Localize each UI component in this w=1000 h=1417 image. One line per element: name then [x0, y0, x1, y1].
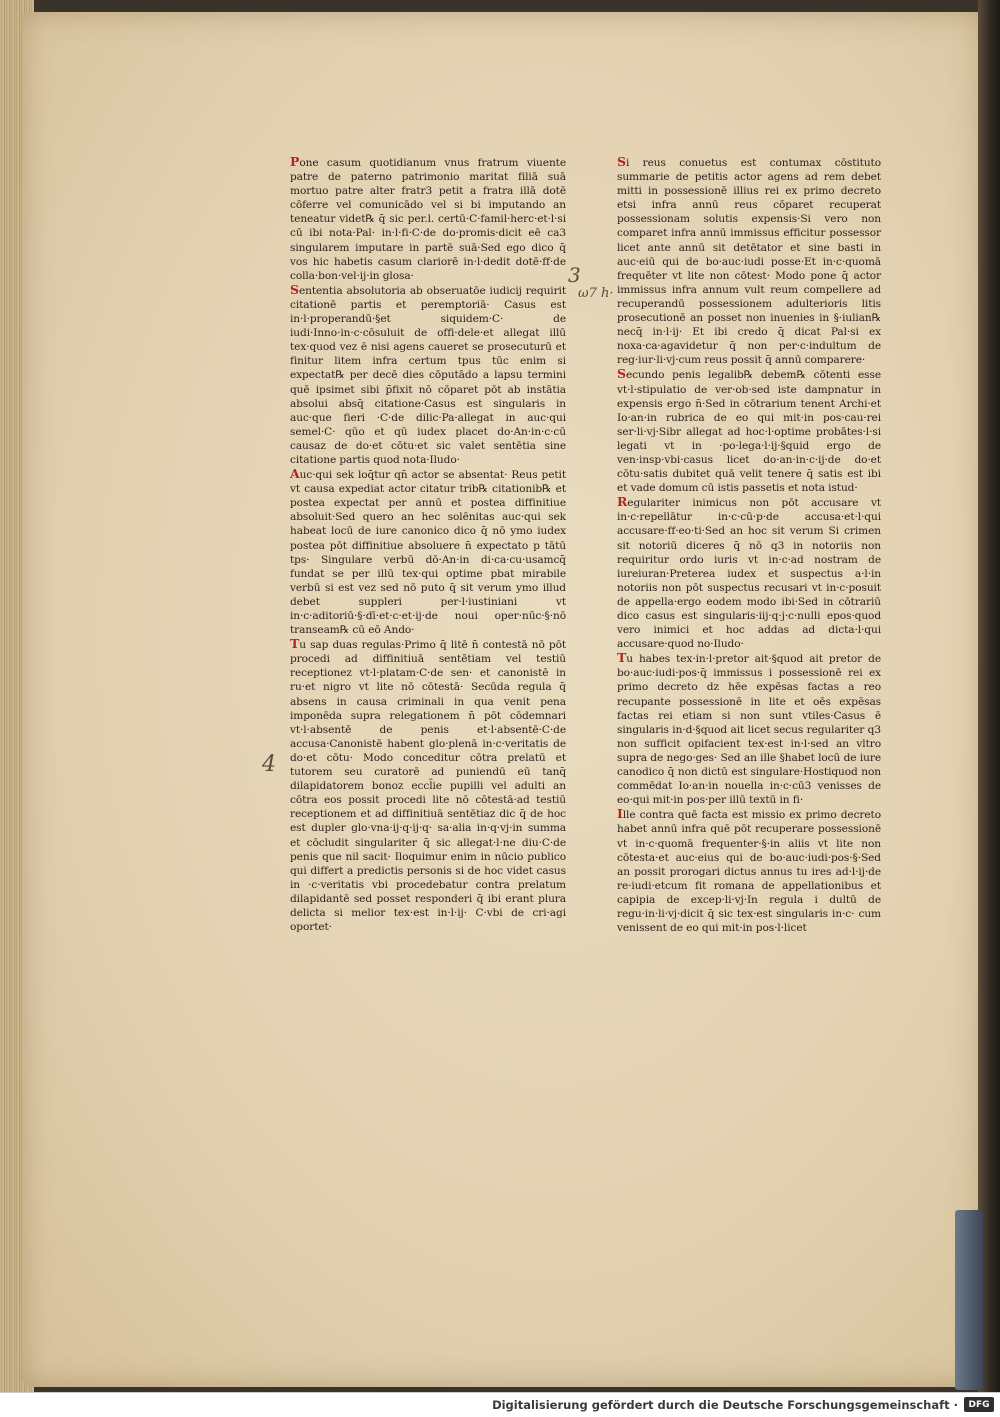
paragraph: Secundo penis legalib℞ debem℞ cōtenti esse vt·l·stipulatio de ver·ob·sed iste dampnatur in expensis ergo n̄·Sed in cōtrarium tenent Archi·et Io·an·in rubrica de eo qui mit·in pos·cau·rei ser·li·vj·Sibr allegat ad hoc·l·optime probātes·l·si legati vt in ·po·lega·l·ij·§quid ergo de ven·insp·vbi·casus licet do·an·in·c·ij·de do·et cōtu·satis dubitet quā velit tenere q̄ satis est ibi et vade domum cū istis passetis et nota istud· [617, 366, 881, 495]
page-clip [955, 1210, 983, 1390]
dfg-logo: DFG [964, 1397, 994, 1412]
paragraph: Ille contra quē facta est missio ex primo decreto habet annū infra quē pōt recuperare possessionē vt in·c·quomā frequenter·§·in aliis vt lite non cōtesta·et auc·eius qui de bo·auc·iudi·pos·§·Sed an possit prorogari dictus annus tu ires ad·l·ij·de re·iudi·etcum fit romana de appellationibus et capipia de excep·li·vj·In regula i dultū de regu·in·li·vj·dicit q̄ sic tex·est singularis in·c· cum venissent de eo qui mit·in pos·l·licet [617, 806, 881, 935]
paragraph: Si reus conuetus est contumax cōstituto summarie de petitis actor agens ad rem debet mitti in possessionē illius rei ex primo decreto etsi infra annū reus cōparet recuperat possessionam solutis expensis·Si vero non comparet infra annū immissus efficitur possessor licet ante annū sit detētator et sine basti in auc·eiū qui de bo·auc·iudi posse·Et in·c·quomā frequēter vt lite non cōtest· Modo pone q̄ actor immissus infra annum vult reum compellere ad recuperandū possessionem adulterioris litis prosecutionē an posset non inuenies in §·iulian℞ necq̄ in·l·ij· Et ibi credo q̄ dicat Pal·si ex noxa·ca·agavidetur q̄ non per·c·indultum de reg·iur·li·vj·cum reus possit q̄ annū comparere· [617, 154, 881, 367]
paragraph: Regulariter inimicus non pōt accusare vt in·c·repellātur in·c·cū·p·de accusa·et·l·qui accusare·ff·eo·ti·Sed an hoc sit verum Si crimen sit notoriū diceres q̄ nō q3 in notoriis non requiritur ordo iuris vt in·c·ad nostram de iureiuran·Preterea iudex et suspectus a·l·in notoriis non pōt suspectus recusari vt in·c·posuit de appella·ergo eodem modo ibi·Sed in cōtrariū dico casus est singularis·iij·q·j·c·nulli epos·quod vero inimici et hoc addas ad dicta·l·qui accusare·quod no·Iludo· [617, 494, 881, 651]
paragraph: Tu habes tex·in·l·pretor ait·§quod ait pretor de bo·auc·iudi·pos·q̄ immissus i possessionē rei ex primo decreto dz hēe expēsas factas a reo recupante possessionē in lite et oēs expēsas factas rei etiam si non sunt vtiles·Casus ē singularis in·d·§quod ait licet secus regulariter q3 non sufficit opifacient tex·est in·l·sed an vltro supra de nego·ges· Sed an ille §habet locū de iure canodico q̄ non dictū est singulare·Hostiquod non commēdat Io·an·in nouella in·c·cū3 venisses de eo·qui mit·in pos·per illū textū in fi· [617, 650, 881, 807]
funding-notice: Digitalisierung gefördert durch die Deutsche Forschungsgemeinschaft · [492, 1398, 958, 1412]
gutter-note: ω7 h· [578, 286, 614, 301]
paragraph: Tu sap duas regulas·Primo q̄ litē n̄ contestā nō pōt procedi ad diffinitiuā sentētiam vel testiū receptionez vt·l·platam·C·de sen· et canonistē in ru·et nigro vt lite nō cōtestā· Secūda regula q̄ absens in causa criminali in qua venit pena imponēda supra relegationem n̄ pōt cōdemnari vt·l·absentē de penis et·l·absentē·C·de accusa·Canonistē habent glo·plenā in·c·veritatis de do·et cōtu· Modo conceditur cōtra prelatū et tutorem seu curatorē ad puniendū eū tanq̄ dilapidatorem bonoz eccl̄ie pupilli vel adulti an cōtra eos possit procedi lite nō cōtestā·ad testiū receptionem et ad diffinitiuā sentētiaz dic q̄ de hoc est dupler glo·vna·ij·q·ij·q· sa·alia in·q·vj·in summa et cōcludit singulariter q̄ sic allegat·l·ne diu·C·de penis que nil sacit· Iloquimur enim in nūcio publico qui differt a predictis personis si de hoc videt casus in ·c·veritatis vbi procedebatur contra prelatum dilapidantē sed posset responderi q̄ ibi erant plura delicta si melior tex·est in·l·ij· C·vbi de cri·agi oportet· [290, 636, 566, 934]
book-cover-edge [978, 0, 1000, 1392]
marginal-bracket: 3 [568, 263, 581, 287]
marginal-numeral: 4 [262, 752, 276, 777]
text-column-left [290, 155, 566, 934]
footer-bar [0, 1392, 1000, 1417]
paragraph: Pone casum quotidianum vnus fratrum viuente patre de paterno patrimonio maritat filiā suā mortuo patre alter fratr3 petit a fratra illā dotē cōferre vel comunicādo vel si bi imputando an teneatur videt℞ q̄ sic per.l. certū·C·famil·herc·et·l·si cū ibi nota·Pal· in·l·fi·C·de do·promis·dicit eē ca3 singularem imputare in partē suā·Sed ego dico q̄ vos hic habetis casum clariorē in·l·dedit dotē·ff·de colla·bon·vel·ij·in glosa· [290, 154, 566, 282]
paragraph: Auc·qui sek loq̄tur qn̄ actor se absentat· Reus petit vt causa expediat actor citatur trib℞ citationib℞ et postea expectat per annū et postea diffinitiue absoluit·Sed quero an hec solēnitas auc·qui sek habeat locū de iure canonico dico q̄ nō ymo iudex postea pōt diffinitiue absoluere n̄ expectato p tātū tps· Singulare verbū dō·An·in di·ca·cu·usamcq̄ fundat se per illū tex·qui optime pbat mirabile verbū si est vez sed nō puto q̄ sit verum ymo illud debet suppleri per·l·iustiniani vt in·c·aditoriū·§·dī·et·c·et·ij·de noui oper·nūc·§·nō transeam℞ cū eō Ando· [290, 466, 566, 637]
paragraph: Sententia absolutoria ab obseruatōe iudicij requirit citationē partis et peremptoriā· Casus est in·l·properandū·§et siquidem·C· de iudi·Inno·in·c·cōsuluit de offi·dele·et allegat illū tex·quod vez ē nisi agens caueret se prosecuturū et finitur litem infra certum tpus tūc enim si expectat℞ per decē dies cōputādo a lapsu termini quē ipsimet sibi p̄fixit nō cōparet pōt ab instātia absolui absq̄ citatione·Casus est singularis in auc·que fieri ·C·de dilic·Pa·allegat in auc·qui semel·C· qūo et qū iudex placet do·An·in·c·cū causaz de do·et cōtu·et sic valet sentētia sine citatione partis quod nota·Iludo· [290, 281, 566, 466]
text-column-right [617, 155, 881, 935]
